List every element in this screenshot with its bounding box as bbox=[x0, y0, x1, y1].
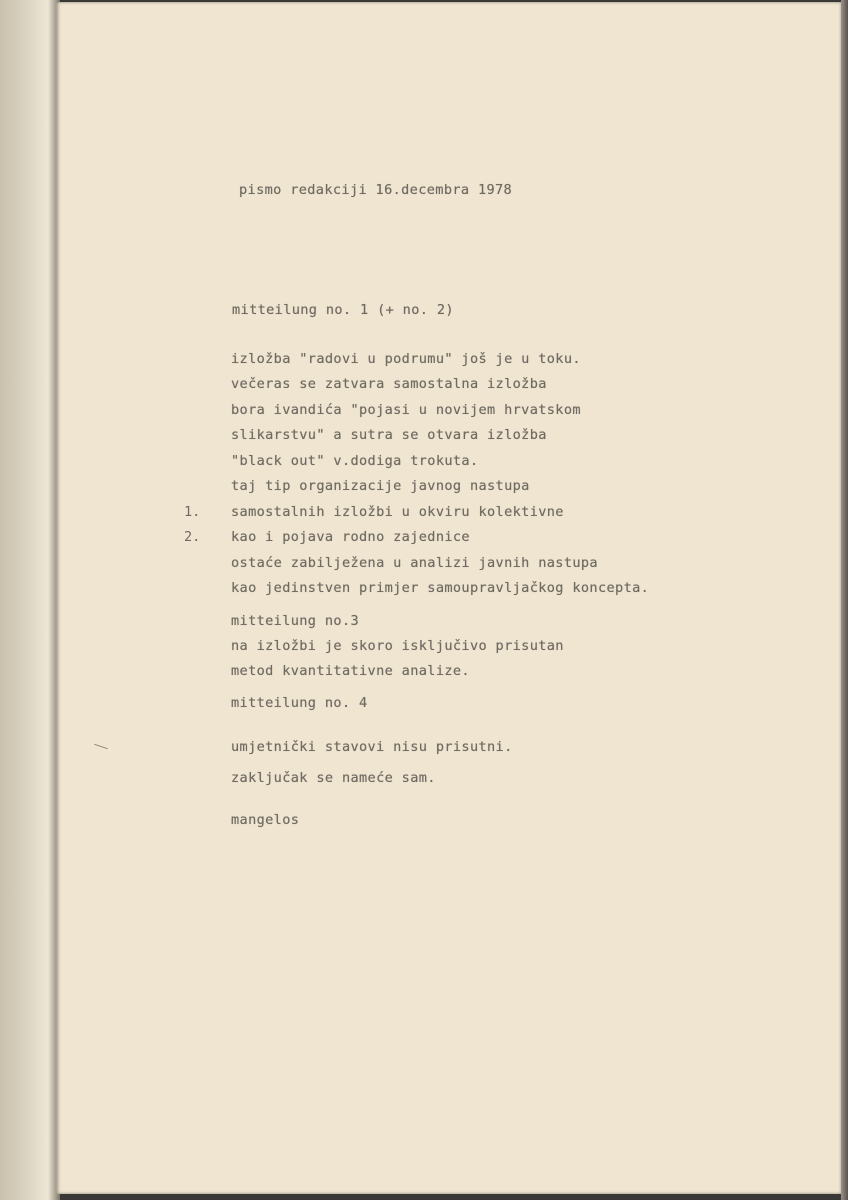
body-line: "black out" v.dodiga trokuta. bbox=[231, 453, 479, 469]
mitteilung-3-heading: mitteilung no.3 bbox=[231, 613, 360, 629]
page-edge bbox=[841, 0, 848, 1200]
body-line: na izložbi je skoro isključivo prisutan bbox=[231, 638, 564, 654]
body-line: kao jedinstven primjer samoupravljačkog koncepta. bbox=[231, 580, 650, 596]
body-line: kao i pojava rodno zajednice bbox=[231, 529, 470, 545]
body-line: zaključak se nameće sam. bbox=[231, 770, 436, 786]
list-number: 2. bbox=[184, 529, 201, 545]
mitteilung-4-heading: mitteilung no. 4 bbox=[231, 695, 368, 711]
typewritten-page bbox=[56, 2, 841, 1194]
body-line: taj tip organizacije javnog nastupa bbox=[231, 478, 530, 494]
body-line: slikarstvu" a sutra se otvara izložba bbox=[231, 427, 547, 443]
list-number: 1. bbox=[184, 504, 201, 520]
letter-header: pismo redakciji 16.decembra 1978 bbox=[239, 182, 513, 198]
body-line: večeras se zatvara samostalna izložba bbox=[231, 376, 547, 392]
body-line: ostaće zabilježena u analizi javnih nastupa bbox=[231, 555, 598, 571]
stray-pen-mark bbox=[94, 744, 108, 749]
binding-gutter bbox=[0, 0, 60, 1200]
mitteilung-1-heading: mitteilung no. 1 (+ no. 2) bbox=[232, 302, 454, 318]
body-line: samostalnih izložbi u okviru kolektivne bbox=[231, 504, 564, 520]
signature: mangelos bbox=[231, 812, 300, 828]
body-line: metod kvantitativne analize. bbox=[231, 663, 470, 679]
body-line: izložba "radovi u podrumu" još je u toku. bbox=[231, 351, 581, 367]
body-line: bora ivandića "pojasi u novijem hrvatskom bbox=[231, 402, 581, 418]
body-line: umjetnički stavovi nisu prisutni. bbox=[231, 739, 513, 755]
